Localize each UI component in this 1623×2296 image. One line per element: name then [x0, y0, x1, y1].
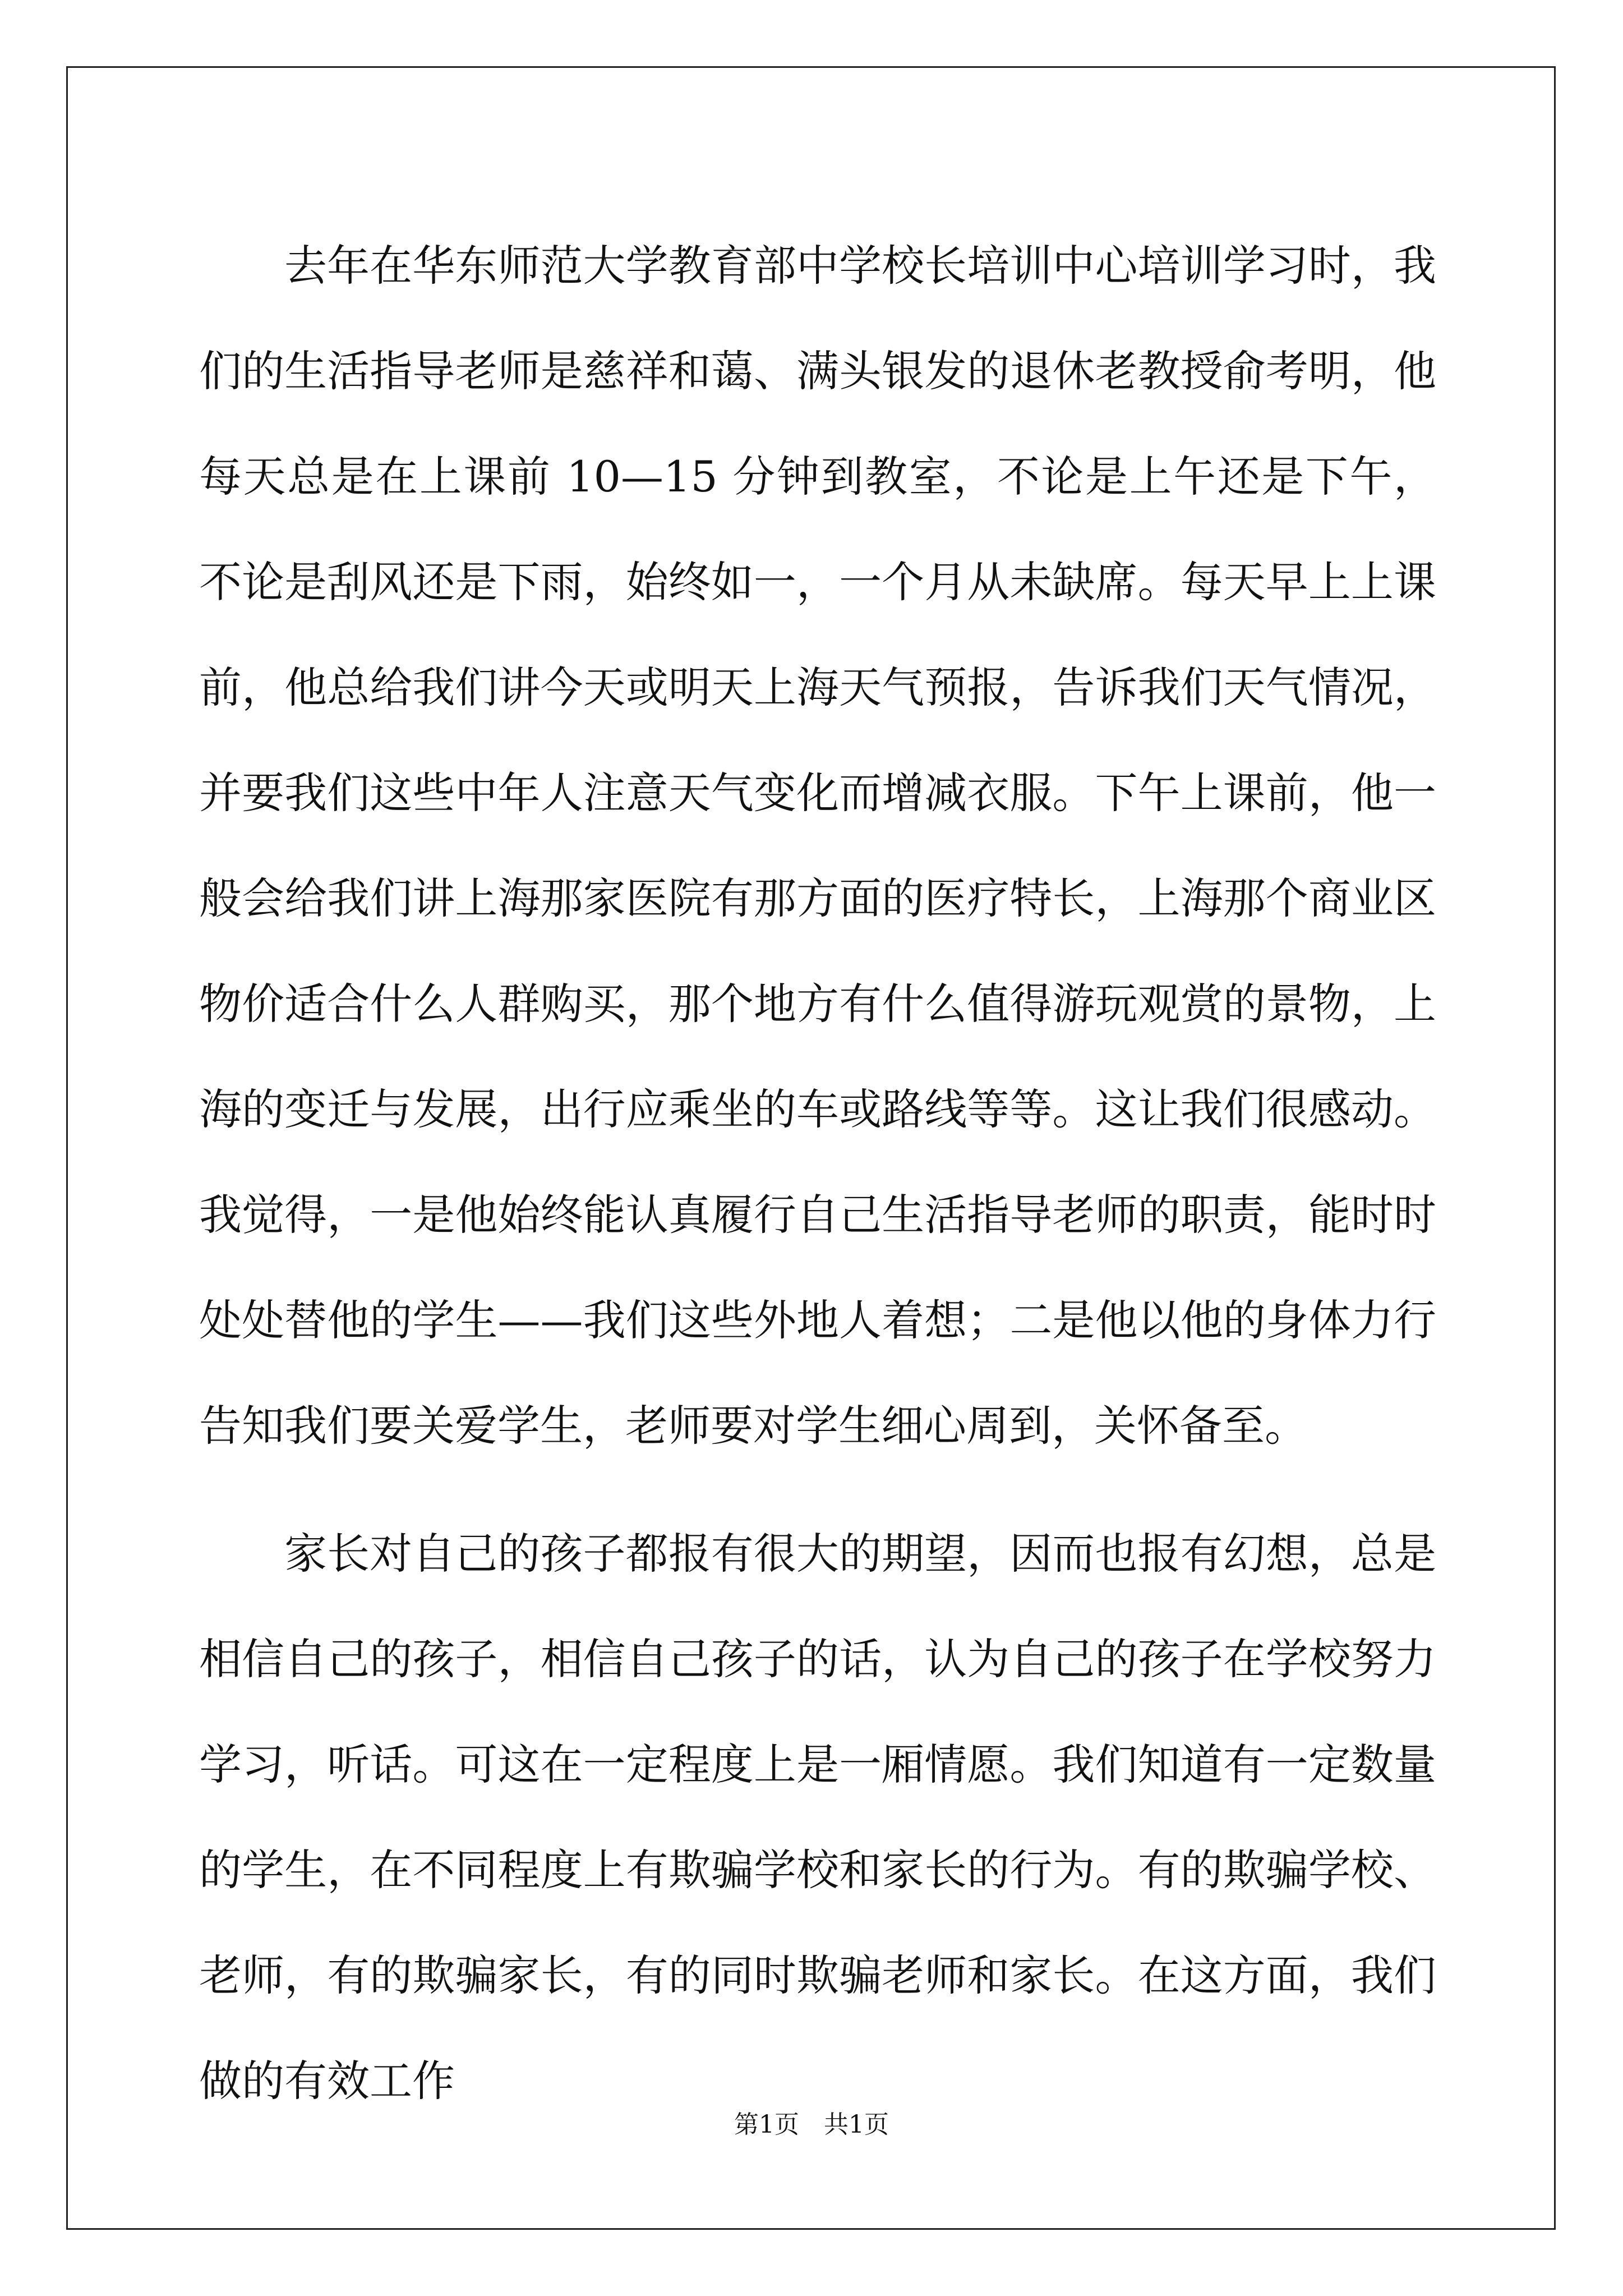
paragraph-1: 去年在华东师范大学教育部中学校长培训中心培训学习时，我们的生活指导老师是慈祥和蔼、满头银发的退休老教授俞考明，他每天总是在上课前 10—15 分钟到教室，不论是上午还是下午，不论是刮风还是下雨，始终如一，一个月从未缺席。每天早上上课前，他总给我们讲今天或明天上海天气预报，告诉我们天气情况，并要我们这些中年人注意天气变化而增减衣服。下午上课前，他一般会给我们讲上海那家医院有那方面的医疗特长，上海那个商业区物价适合什么人群购买，那个地方有什么值得游玩观赏的景物，上海的变迁与发展，出行应乘坐的车或路线等等。这让我们很感动。我觉得，一是他始终能认真履行自己生活指导老师的职责，能时时处处替他的学生——我们这些外地人着想；二是他以他的身体力行告知我们要关爱学生，老师要对学生细心周到，关怀备至。	[199, 241, 1436, 1451]
document-body	[199, 213, 1436, 2134]
page-number-current: 第1页	[734, 2110, 799, 2139]
page-number-total: 共1页	[824, 2110, 889, 2139]
paragraph-2: 家长对自己的孩子都报有很大的期望，因而也报有幻想，总是相信自己的孩子，相信自己孩子的话，认为自己的孩子在学校努力学习，听话。可这在一定程度上是一厢情愿。我们知道有一定数量的学生，在不同程度上有欺骗学校和家长的行为。有的欺骗学校、老师，有的欺骗家长，有的同时欺骗老师和家长。在这方面，我们做的有效工作	[199, 1529, 1436, 2106]
page-footer	[0, 2108, 1623, 2142]
